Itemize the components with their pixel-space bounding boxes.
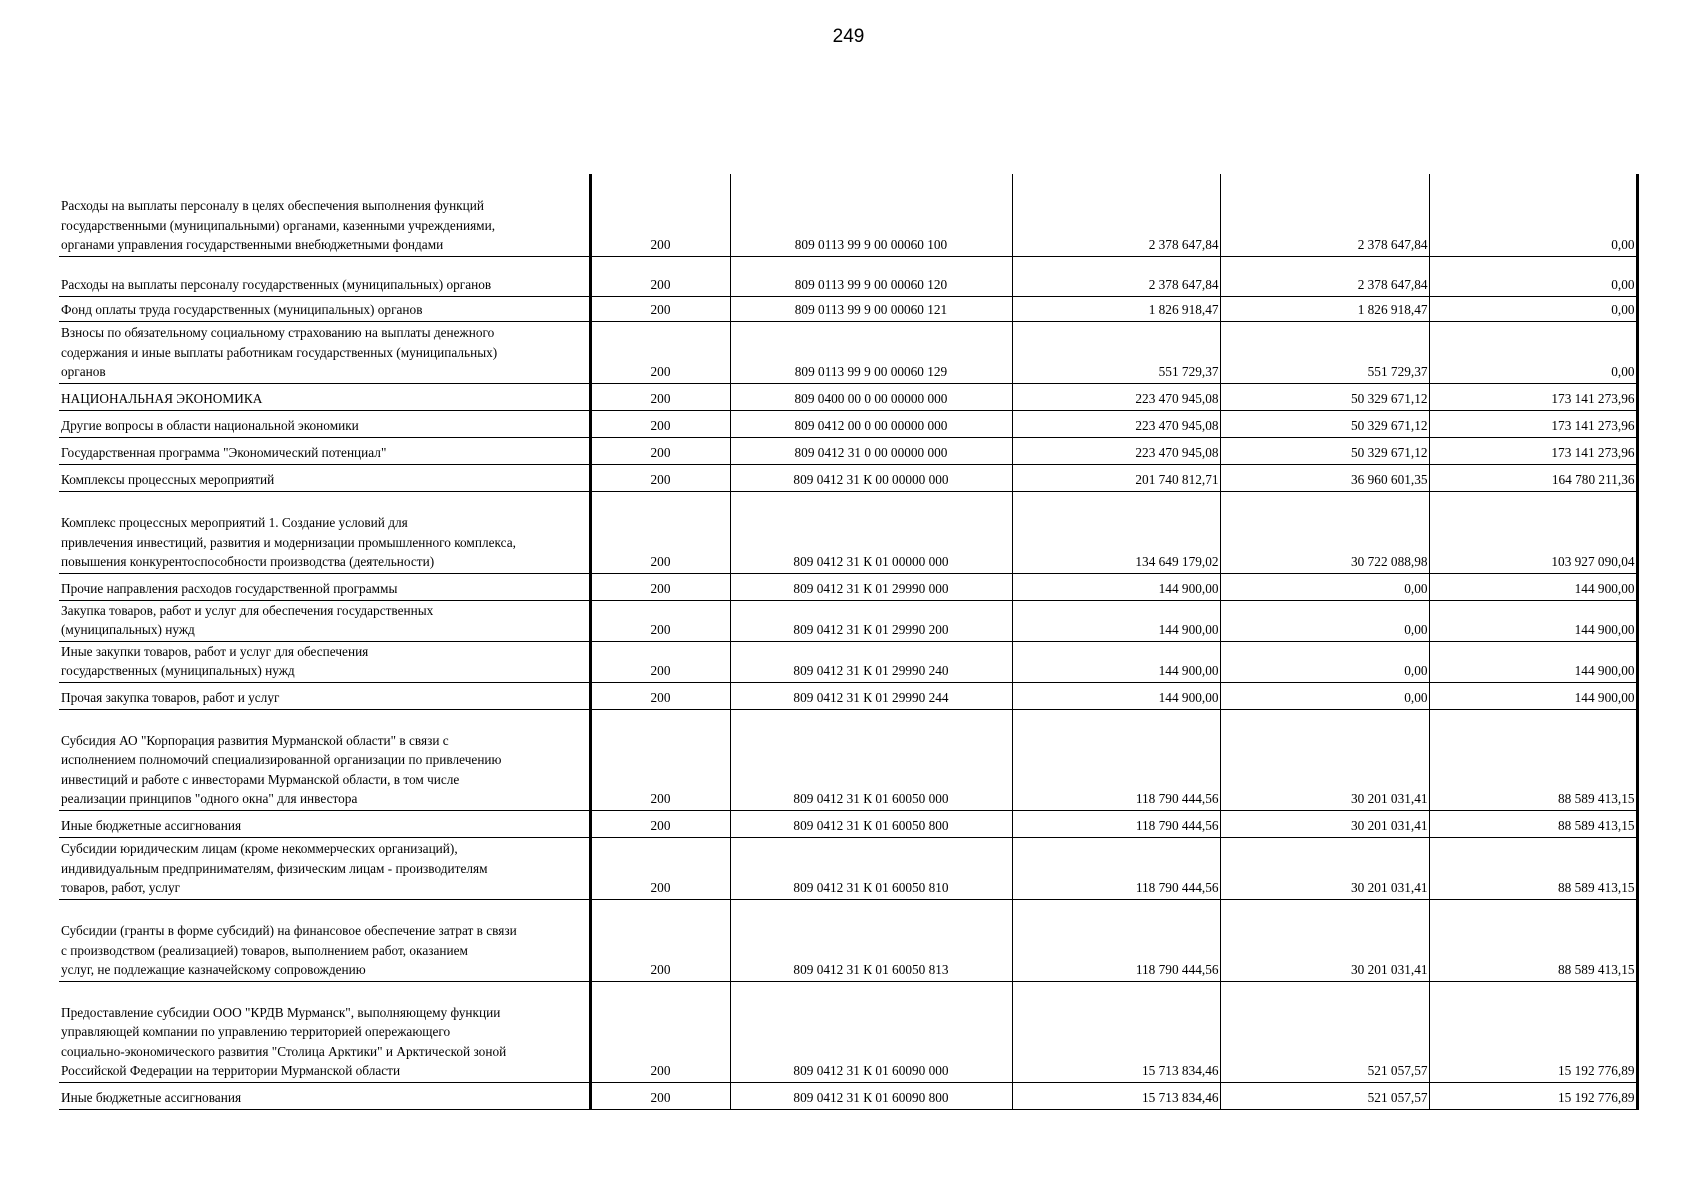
row-description: Субсидии (гранты в форме субсидий) на финансовое обеспечение затрат в связи с производством (реализацией) товаров, выполнением работ, оказанием услуг, не подлежащие казначейскому сопровождению xyxy=(59,899,590,981)
row-description: Субсидии юридическим лицам (кроме некоммерческих организаций), индивидуальным предпринимателям, физическим лицам - производителям товаров, работ, услуг xyxy=(59,837,590,899)
row-unexecuted-amount: 173 141 273,96 xyxy=(1429,437,1637,464)
row-budget-code: 809 0113 99 9 00 00060 100 xyxy=(730,174,1012,256)
row-approved-amount: 144 900,00 xyxy=(1012,573,1220,600)
row-executed-amount: 30 201 031,41 xyxy=(1220,810,1429,837)
row-description: Расходы на выплаты персоналу государственных (муниципальных) органов xyxy=(59,256,590,296)
row-budget-code: 809 0412 00 0 00 00000 000 xyxy=(730,410,1012,437)
row-executed-amount: 30 722 088,98 xyxy=(1220,491,1429,573)
row-description: Взносы по обязательному социальному страхованию на выплаты денежного содержания и иные выплаты работникам государственных (муниципальных) органов xyxy=(59,321,590,383)
table-row xyxy=(59,709,1637,810)
row-executed-amount: 30 201 031,41 xyxy=(1220,837,1429,899)
table-row xyxy=(59,437,1637,464)
row-executed-amount: 2 378 647,84 xyxy=(1220,256,1429,296)
row-executed-amount: 0,00 xyxy=(1220,641,1429,682)
row-budget-code: 809 0412 31 К 01 60050 813 xyxy=(730,899,1012,981)
row-unexecuted-amount: 103 927 090,04 xyxy=(1429,491,1637,573)
row-line-code: 200 xyxy=(590,981,730,1082)
row-approved-amount: 144 900,00 xyxy=(1012,600,1220,641)
row-description: Фонд оплаты труда государственных (муниципальных) органов xyxy=(59,296,590,321)
table-row xyxy=(59,837,1637,899)
table-row xyxy=(59,464,1637,491)
row-budget-code: 809 0412 31 К 01 29990 244 xyxy=(730,682,1012,709)
row-line-code: 200 xyxy=(590,709,730,810)
row-unexecuted-amount: 0,00 xyxy=(1429,174,1637,256)
row-approved-amount: 223 470 945,08 xyxy=(1012,437,1220,464)
row-approved-amount: 144 900,00 xyxy=(1012,641,1220,682)
row-budget-code: 809 0400 00 0 00 00000 000 xyxy=(730,383,1012,410)
row-unexecuted-amount: 0,00 xyxy=(1429,296,1637,321)
row-line-code: 200 xyxy=(590,256,730,296)
row-approved-amount: 118 790 444,56 xyxy=(1012,899,1220,981)
row-budget-code: 809 0412 31 К 00 00000 000 xyxy=(730,464,1012,491)
table-row xyxy=(59,321,1637,383)
row-executed-amount: 36 960 601,35 xyxy=(1220,464,1429,491)
row-description: Прочая закупка товаров, работ и услуг xyxy=(59,682,590,709)
row-description: Иные закупки товаров, работ и услуг для обеспечения государственных (муниципальных) нужд xyxy=(59,641,590,682)
row-unexecuted-amount: 15 192 776,89 xyxy=(1429,1082,1637,1109)
row-executed-amount: 551 729,37 xyxy=(1220,321,1429,383)
row-approved-amount: 118 790 444,56 xyxy=(1012,837,1220,899)
row-approved-amount: 201 740 812,71 xyxy=(1012,464,1220,491)
row-description: НАЦИОНАЛЬНАЯ ЭКОНОМИКА xyxy=(59,383,590,410)
row-executed-amount: 521 057,57 xyxy=(1220,1082,1429,1109)
row-line-code: 200 xyxy=(590,174,730,256)
row-executed-amount: 0,00 xyxy=(1220,600,1429,641)
row-description: Другие вопросы в области национальной экономики xyxy=(59,410,590,437)
row-unexecuted-amount: 15 192 776,89 xyxy=(1429,981,1637,1082)
row-budget-code: 809 0113 99 9 00 00060 120 xyxy=(730,256,1012,296)
row-executed-amount: 0,00 xyxy=(1220,682,1429,709)
row-unexecuted-amount: 173 141 273,96 xyxy=(1429,410,1637,437)
row-approved-amount: 551 729,37 xyxy=(1012,321,1220,383)
row-line-code: 200 xyxy=(590,810,730,837)
row-line-code: 200 xyxy=(590,600,730,641)
row-unexecuted-amount: 0,00 xyxy=(1429,321,1637,383)
row-budget-code: 809 0412 31 0 00 00000 000 xyxy=(730,437,1012,464)
table-row xyxy=(59,174,1637,256)
row-description: Закупка товаров, работ и услуг для обеспечения государственных (муниципальных) нужд xyxy=(59,600,590,641)
row-budget-code: 809 0412 31 К 01 60090 800 xyxy=(730,1082,1012,1109)
row-description: Расходы на выплаты персоналу в целях обеспечения выполнения функций государственными (муниципальными) органами, казенными учреждениями, органами управления государственными внебюджетными фондами xyxy=(59,174,590,256)
row-approved-amount: 144 900,00 xyxy=(1012,682,1220,709)
row-description: Прочие направления расходов государственной программы xyxy=(59,573,590,600)
row-approved-amount: 118 790 444,56 xyxy=(1012,709,1220,810)
row-line-code: 200 xyxy=(590,464,730,491)
row-budget-code: 809 0412 31 К 01 29990 000 xyxy=(730,573,1012,600)
row-budget-code: 809 0412 31 К 01 60090 000 xyxy=(730,981,1012,1082)
row-line-code: 200 xyxy=(590,641,730,682)
row-executed-amount: 0,00 xyxy=(1220,573,1429,600)
row-executed-amount: 2 378 647,84 xyxy=(1220,174,1429,256)
row-unexecuted-amount: 144 900,00 xyxy=(1429,573,1637,600)
row-budget-code: 809 0412 31 К 01 60050 810 xyxy=(730,837,1012,899)
row-unexecuted-amount: 173 141 273,96 xyxy=(1429,383,1637,410)
row-unexecuted-amount: 164 780 211,36 xyxy=(1429,464,1637,491)
row-description: Иные бюджетные ассигнования xyxy=(59,1082,590,1109)
row-line-code: 200 xyxy=(590,437,730,464)
table-body xyxy=(59,174,1637,1109)
row-description: Комплексы процессных мероприятий xyxy=(59,464,590,491)
row-line-code: 200 xyxy=(590,899,730,981)
row-description: Иные бюджетные ассигнования xyxy=(59,810,590,837)
row-budget-code: 809 0412 31 К 01 60050 800 xyxy=(730,810,1012,837)
table-row xyxy=(59,1082,1637,1109)
row-unexecuted-amount: 88 589 413,15 xyxy=(1429,709,1637,810)
row-unexecuted-amount: 88 589 413,15 xyxy=(1429,837,1637,899)
row-unexecuted-amount: 0,00 xyxy=(1429,256,1637,296)
row-description: Государственная программа "Экономический потенциал" xyxy=(59,437,590,464)
row-description: Предоставление субсидии ООО "КРДВ Мурманск", выполняющему функции управляющей компании по управлению территорией опережающего социально-экономического развития "Столица Арктики" и Арктической зоной Российской Федерации на территории Мурманской области xyxy=(59,981,590,1082)
row-line-code: 200 xyxy=(590,321,730,383)
row-line-code: 200 xyxy=(590,1082,730,1109)
table-row xyxy=(59,573,1637,600)
row-approved-amount: 1 826 918,47 xyxy=(1012,296,1220,321)
row-executed-amount: 50 329 671,12 xyxy=(1220,383,1429,410)
row-executed-amount: 30 201 031,41 xyxy=(1220,709,1429,810)
row-line-code: 200 xyxy=(590,410,730,437)
row-line-code: 200 xyxy=(590,383,730,410)
row-unexecuted-amount: 144 900,00 xyxy=(1429,682,1637,709)
row-budget-code: 809 0113 99 9 00 00060 129 xyxy=(730,321,1012,383)
row-approved-amount: 2 378 647,84 xyxy=(1012,256,1220,296)
row-unexecuted-amount: 144 900,00 xyxy=(1429,641,1637,682)
row-approved-amount: 15 713 834,46 xyxy=(1012,1082,1220,1109)
table-row xyxy=(59,491,1637,573)
row-approved-amount: 2 378 647,84 xyxy=(1012,174,1220,256)
table-row xyxy=(59,600,1637,641)
row-unexecuted-amount: 88 589 413,15 xyxy=(1429,899,1637,981)
page-number: 249 xyxy=(832,26,865,47)
row-budget-code: 809 0412 31 К 01 29990 240 xyxy=(730,641,1012,682)
table-row xyxy=(59,810,1637,837)
row-executed-amount: 521 057,57 xyxy=(1220,981,1429,1082)
row-executed-amount: 50 329 671,12 xyxy=(1220,410,1429,437)
table-row xyxy=(59,383,1637,410)
table-row xyxy=(59,899,1637,981)
row-unexecuted-amount: 88 589 413,15 xyxy=(1429,810,1637,837)
row-description: Комплекс процессных мероприятий 1. Создание условий для привлечения инвестиций, развития и модернизации промышленного комплекса, повышения конкурентоспособности производства (деятельности) xyxy=(59,491,590,573)
budget-execution-table xyxy=(59,174,1639,1110)
table-row xyxy=(59,981,1637,1082)
row-budget-code: 809 0113 99 9 00 00060 121 xyxy=(730,296,1012,321)
row-budget-code: 809 0412 31 К 01 29990 200 xyxy=(730,600,1012,641)
table-row xyxy=(59,682,1637,709)
row-description: Субсидия АО "Корпорация развития Мурманской области" в связи с исполнением полномочий специализированной организации по привлечению инвестиций и работе с инвесторами Мурманской области, в том числе реализации принципов "одного окна" для инвестора xyxy=(59,709,590,810)
row-approved-amount: 134 649 179,02 xyxy=(1012,491,1220,573)
table-row xyxy=(59,410,1637,437)
table-row xyxy=(59,641,1637,682)
row-line-code: 200 xyxy=(590,296,730,321)
row-line-code: 200 xyxy=(590,573,730,600)
row-executed-amount: 1 826 918,47 xyxy=(1220,296,1429,321)
row-approved-amount: 223 470 945,08 xyxy=(1012,383,1220,410)
row-budget-code: 809 0412 31 К 01 60050 000 xyxy=(730,709,1012,810)
row-budget-code: 809 0412 31 К 01 00000 000 xyxy=(730,491,1012,573)
table-row xyxy=(59,256,1637,296)
row-approved-amount: 118 790 444,56 xyxy=(1012,810,1220,837)
table-row xyxy=(59,296,1637,321)
row-line-code: 200 xyxy=(590,491,730,573)
row-approved-amount: 15 713 834,46 xyxy=(1012,981,1220,1082)
row-unexecuted-amount: 144 900,00 xyxy=(1429,600,1637,641)
row-approved-amount: 223 470 945,08 xyxy=(1012,410,1220,437)
row-executed-amount: 30 201 031,41 xyxy=(1220,899,1429,981)
row-executed-amount: 50 329 671,12 xyxy=(1220,437,1429,464)
row-line-code: 200 xyxy=(590,837,730,899)
row-line-code: 200 xyxy=(590,682,730,709)
